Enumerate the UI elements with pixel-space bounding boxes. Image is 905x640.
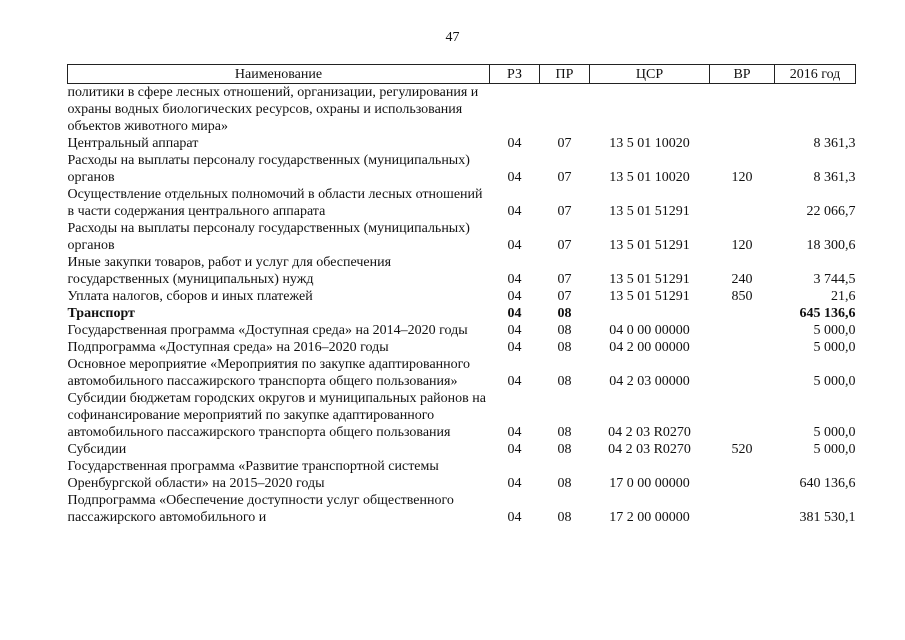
row-vr: 520	[731, 442, 753, 457]
row-sum: 18 300,6	[806, 238, 856, 253]
row-rz: 04	[507, 442, 522, 457]
table-row	[68, 458, 856, 492]
row-csr	[590, 305, 710, 322]
row-csr: 13 5 01 51291	[609, 289, 690, 304]
row-rz: 04	[507, 323, 522, 338]
row-pr: 08	[557, 425, 572, 440]
row-sum: 5 000,0	[813, 323, 856, 338]
row-rz: 04	[507, 272, 522, 287]
table-row	[68, 322, 856, 339]
row-sum: 5 000,0	[813, 340, 856, 355]
row-csr: 17 0 00 00000	[609, 476, 690, 491]
row-csr: 04 2 03 R0270	[608, 425, 691, 440]
row-sum: 8 361,3	[813, 170, 856, 185]
row-pr: 08	[557, 442, 572, 457]
row-pr: 08	[557, 306, 572, 321]
row-rz: 04	[507, 510, 522, 525]
row-csr: 13 5 01 51291	[609, 272, 690, 287]
row-pr: 07	[557, 272, 572, 287]
row-pr: 07	[557, 289, 572, 304]
row-sum: 645 136,6	[799, 306, 856, 321]
row-name: Основное мероприятие «Мероприятия по закупке адаптированного автомобильного пассажирского транспорта общего пользования»	[67, 357, 471, 389]
row-rz: 04	[507, 170, 522, 185]
table-row	[68, 339, 856, 356]
row-pr: 07	[557, 238, 572, 253]
row-vr	[710, 356, 775, 390]
row-name: Подпрограмма «Обеспечение доступности услуг общественного пассажирского автомобильного и	[67, 493, 454, 525]
row-rz: 04	[507, 425, 522, 440]
row-rz	[490, 84, 540, 136]
table-header-row	[68, 65, 856, 84]
row-rz: 04	[507, 340, 522, 355]
budget-table	[67, 64, 856, 526]
row-csr: 13 5 01 10020	[609, 170, 690, 185]
row-pr: 07	[557, 170, 572, 185]
row-sum: 381 530,1	[799, 510, 856, 525]
row-rz: 04	[507, 136, 522, 151]
row-rz: 04	[507, 238, 522, 253]
page-number: 47	[445, 30, 460, 45]
row-vr: 120	[731, 238, 753, 253]
row-pr: 07	[557, 204, 572, 219]
row-sum: 22 066,7	[806, 204, 856, 219]
row-vr: 240	[731, 272, 753, 287]
row-sum: 5 000,0	[813, 374, 856, 389]
table-row-section	[68, 305, 856, 322]
row-name: политики в сфере лесных отношений, организации, регулирования и охраны водных биологических ресурсов, охраны и использования объектов животного мира»	[67, 85, 479, 134]
table-row	[68, 220, 856, 254]
row-sum: 3 744,5	[813, 272, 856, 287]
row-sum: 5 000,0	[813, 442, 856, 457]
row-pr: 08	[557, 374, 572, 389]
row-pr: 08	[557, 476, 572, 491]
row-vr	[710, 84, 775, 136]
row-vr	[710, 186, 775, 220]
table-row	[68, 390, 856, 441]
header-vr: ВР	[710, 65, 775, 84]
row-csr: 13 5 01 10020	[609, 136, 690, 151]
header-rz: РЗ	[490, 65, 540, 84]
row-vr	[710, 339, 775, 356]
header-name: Наименование	[68, 65, 490, 84]
row-sum: 640 136,6	[799, 476, 856, 491]
row-name: Субсидии	[67, 442, 127, 457]
row-pr: 08	[557, 340, 572, 355]
row-pr: 07	[557, 136, 572, 151]
table-row	[68, 84, 856, 136]
row-rz: 04	[507, 374, 522, 389]
row-csr: 04 2 00 00000	[609, 340, 690, 355]
row-name: Иные закупки товаров, работ и услуг для обеспечения государственных (муниципальных) нужд	[67, 255, 392, 287]
row-csr: 04 2 03 00000	[609, 374, 690, 389]
row-name: Уплата налогов, сборов и иных платежей	[67, 289, 313, 304]
row-name: Расходы на выплаты персоналу государственных (муниципальных) органов	[67, 153, 470, 185]
row-csr: 13 5 01 51291	[609, 238, 690, 253]
row-rz: 04	[507, 476, 522, 491]
row-rz: 04	[507, 204, 522, 219]
row-pr: 08	[557, 510, 572, 525]
row-name: Субсидии бюджетам городских округов и муниципальных районов на софинансирование мероприятий по закупке адаптированного автомобильного пассажирского транспорта общего пользования	[67, 391, 486, 440]
row-sum: 8 361,3	[813, 136, 856, 151]
row-pr: 08	[557, 323, 572, 338]
row-name: Государственная программа «Доступная среда» на 2014–2020 годы	[67, 323, 468, 338]
header-sum: 2016 год	[775, 65, 856, 84]
row-vr: 120	[731, 170, 753, 185]
row-csr: 17 2 00 00000	[609, 510, 690, 525]
table-row	[68, 288, 856, 305]
header-csr: ЦСР	[590, 65, 710, 84]
row-vr	[710, 492, 775, 526]
table-row	[68, 152, 856, 186]
row-vr: 850	[731, 289, 753, 304]
row-vr	[710, 458, 775, 492]
row-rz: 04	[507, 289, 522, 304]
row-sum	[775, 84, 856, 136]
header-pr: ПР	[540, 65, 590, 84]
row-name: Государственная программа «Развитие транспортной системы Оренбургской области» на 2015–2020 годы	[67, 459, 439, 491]
row-name: Центральный аппарат	[67, 136, 199, 151]
table-row	[68, 492, 856, 526]
row-csr	[590, 84, 710, 136]
row-pr	[540, 84, 590, 136]
table-row	[68, 441, 856, 458]
row-csr: 04 2 03 R0270	[608, 442, 691, 457]
row-sum: 5 000,0	[813, 425, 856, 440]
table-row	[68, 356, 856, 390]
row-csr: 13 5 01 51291	[609, 204, 690, 219]
row-name: Осуществление отдельных полномочий в области лесных отношений в части содержания центрального аппарата	[67, 187, 483, 219]
row-vr	[710, 305, 775, 322]
row-vr	[710, 135, 775, 152]
row-rz: 04	[507, 306, 522, 321]
row-name: Подпрограмма «Доступная среда» на 2016–2020 годы	[67, 340, 389, 355]
row-vr	[710, 322, 775, 339]
table-row	[68, 186, 856, 220]
row-csr: 04 0 00 00000	[609, 323, 690, 338]
table-row	[68, 135, 856, 152]
row-vr	[710, 390, 775, 441]
row-name: Транспорт	[67, 306, 135, 321]
table-row	[68, 254, 856, 288]
row-sum: 21,6	[831, 289, 856, 304]
row-name: Расходы на выплаты персоналу государственных (муниципальных) органов	[67, 221, 470, 253]
